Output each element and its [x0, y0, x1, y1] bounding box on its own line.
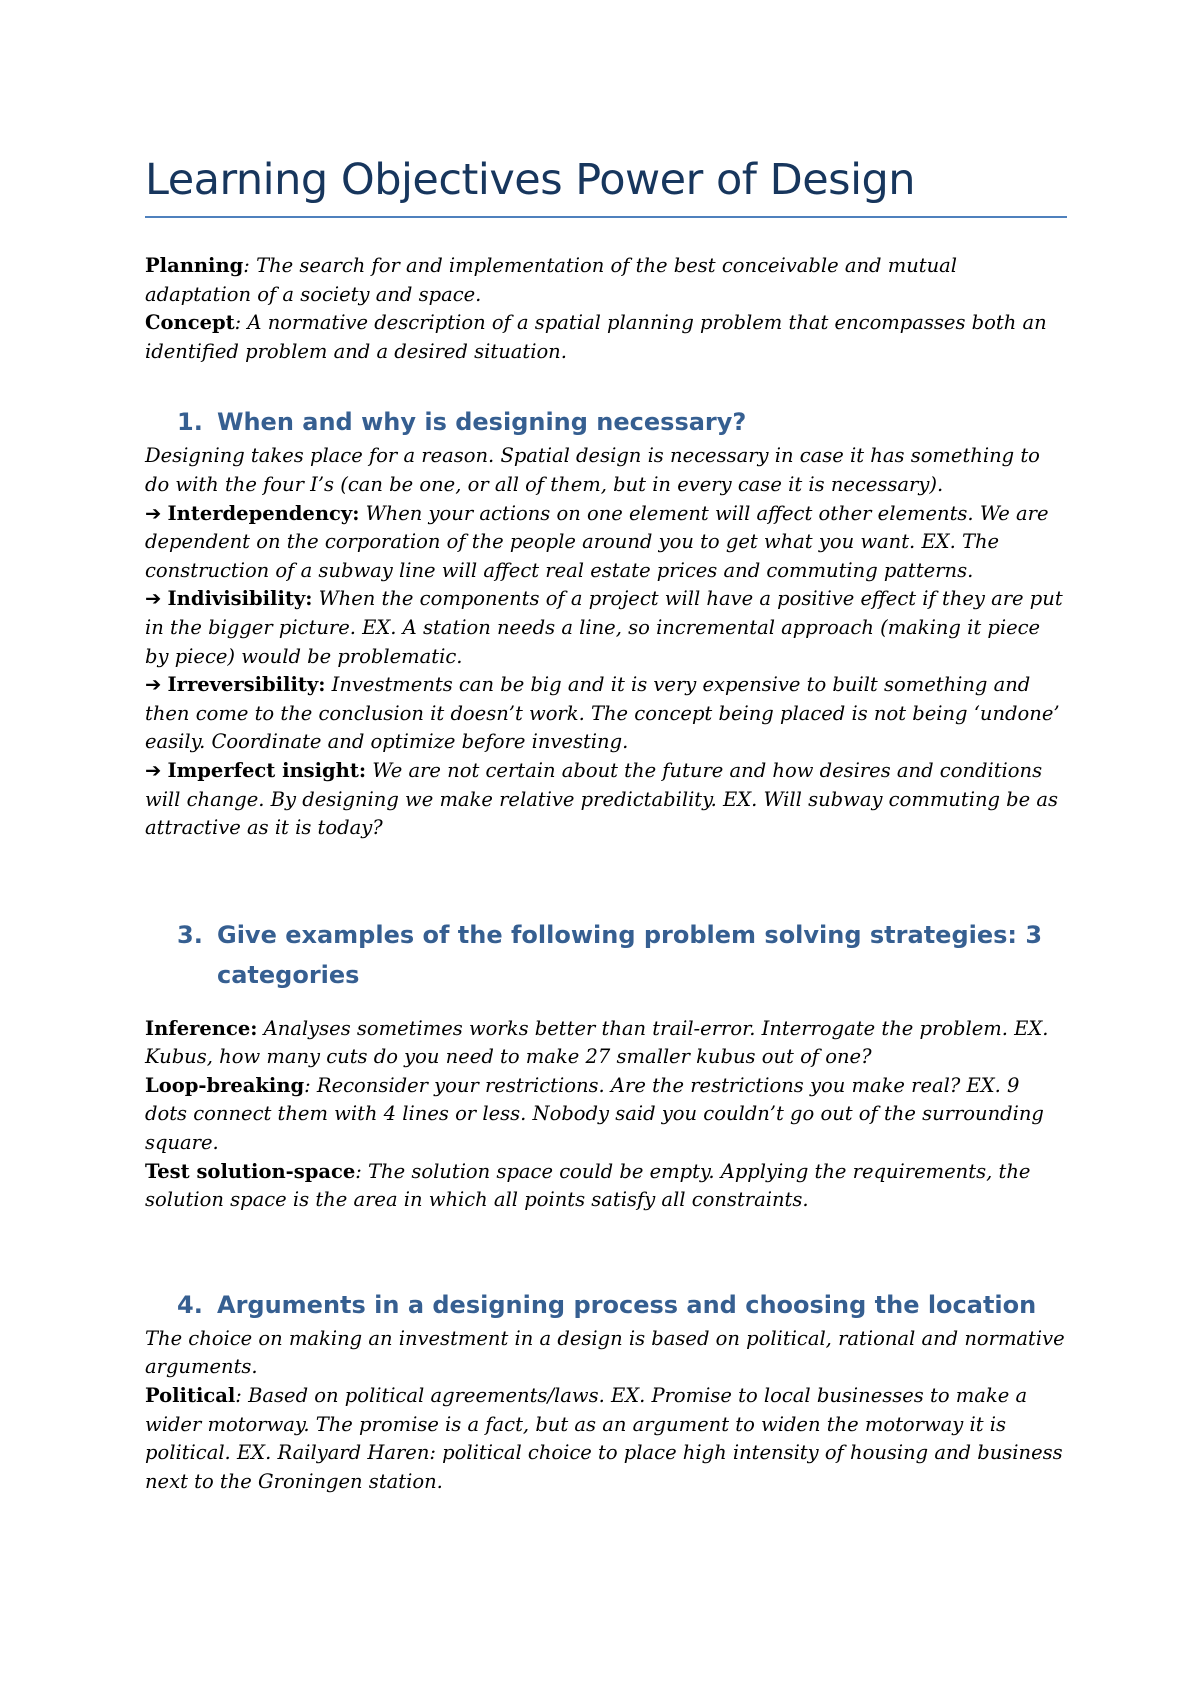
item-text: : Based on political agreements/laws. EX. Promise to local businesses to make a wider motorway. The promise is a fact, but as an argument to widen the motorway it is political. EX. Railyard Haren: political choice to place high intensity of housing and business next to the Groningen station. — [145, 1384, 1063, 1493]
section-heading-text: Give examples of the following problem solving strategies: 3 categories — [217, 920, 1043, 989]
section-3-heading — [145, 915, 1067, 995]
item-term: Political — [145, 1384, 236, 1408]
item-text: When the components of a project will have a positive effect if they are put in the bigger picture. EX. A station needs a line, so incremental approach (making it piece by piece) would be problematic. — [145, 587, 1063, 668]
arrow-icon: ➔ — [145, 587, 162, 611]
item-term: Interdependency: — [167, 501, 360, 525]
spacer — [145, 995, 1067, 1015]
title-underline — [145, 216, 1067, 218]
item-text: Investments can be big and it is very expensive to built something and then come to the conclusion it doesn’t work. The concept being placed is not being ‘undone’ easily. Coordinate and optimize before investing. — [145, 673, 1060, 754]
arrow-icon: ➔ — [145, 758, 162, 782]
section-4-heading — [145, 1285, 1067, 1325]
section-1-heading — [145, 402, 1067, 442]
definition-text: The search for and implementation of the best conceivable and mutual adaptation of a society and space. — [145, 254, 958, 306]
strategy-loop-breaking — [145, 1072, 1067, 1158]
definition-separator: : — [234, 311, 248, 335]
strategy-test-solution-space — [145, 1158, 1067, 1215]
section-4-intro: The choice on making an investment in a design is based on political, rational and normative arguments. — [145, 1326, 1065, 1379]
list-item-irreversibility — [145, 671, 1067, 757]
definition-term: Planning — [145, 254, 244, 277]
list-item-imperfect-insight — [145, 757, 1067, 843]
spacer — [145, 366, 1067, 402]
item-term: Indivisibility: — [167, 587, 313, 611]
item-text: Analyses sometimes works better than trail-error. Interrogate the problem. EX. Kubus, how many cuts do you need to make 27 smaller kubus out of one? — [145, 1016, 1049, 1069]
document-title: Learning Objectives Power of Design — [145, 155, 916, 205]
section-heading-text: Arguments in a designing process and choosing the location — [217, 1290, 1037, 1319]
definition-separator: : — [243, 254, 257, 277]
item-text: : The solution space could be empty. Applying the requirements, the solution space is the area in which all points satisfy all constraints. — [145, 1159, 1031, 1212]
arrow-icon: ➔ — [145, 673, 162, 697]
item-term: Imperfect insight: — [167, 758, 367, 782]
list-item-interdependency — [145, 500, 1067, 586]
strategy-inference — [145, 1015, 1067, 1072]
item-term: Irreversibility: — [167, 673, 326, 697]
item-term: Loop-breaking — [145, 1073, 305, 1097]
argument-political — [145, 1382, 1067, 1496]
section-number: 4. — [177, 1290, 203, 1319]
spacer — [145, 1215, 1067, 1285]
item-text: We are not certain about the future and how desires and conditions will change. By designing we make relative predictability. EX. Will subway commuting be as attractive as it is today? — [145, 758, 1059, 840]
item-term: Inference: — [145, 1016, 258, 1040]
section-number: 1. — [177, 408, 203, 437]
definition-concept — [145, 309, 1067, 366]
definition-planning — [145, 252, 1067, 309]
section-number: 3. — [177, 920, 203, 949]
section-1-intro: Designing takes place for a reason. Spatial design is necessary in case it has something to do with the four I’s (can be one, or all of them, but in every case it is necessary). — [145, 444, 1040, 496]
definition-term: Concept — [145, 311, 235, 335]
arrow-icon: ➔ — [145, 501, 162, 525]
item-text: : Reconsider your restrictions. Are the restrictions you make real? EX. 9 dots connect them with 4 lines or less. Nobody said you couldn’t go out of the surrounding square. — [145, 1073, 1044, 1155]
spacer — [145, 843, 1067, 915]
document-body — [145, 150, 1067, 1496]
list-item-indivisibility — [145, 585, 1067, 671]
definition-text: A normative description of a spatial planning problem that encompasses both an identified problem and a desired situation. — [145, 311, 1047, 363]
section-heading-text: When and why is designing necessary? — [217, 408, 747, 437]
item-term: Test solution-space — [145, 1159, 356, 1183]
item-text: When your actions on one element will affect other elements. We are dependent on the corporation of the people around you to get what you want. EX. The construction of a subway line will affect real estate prices and commuting patterns. — [145, 501, 1049, 582]
